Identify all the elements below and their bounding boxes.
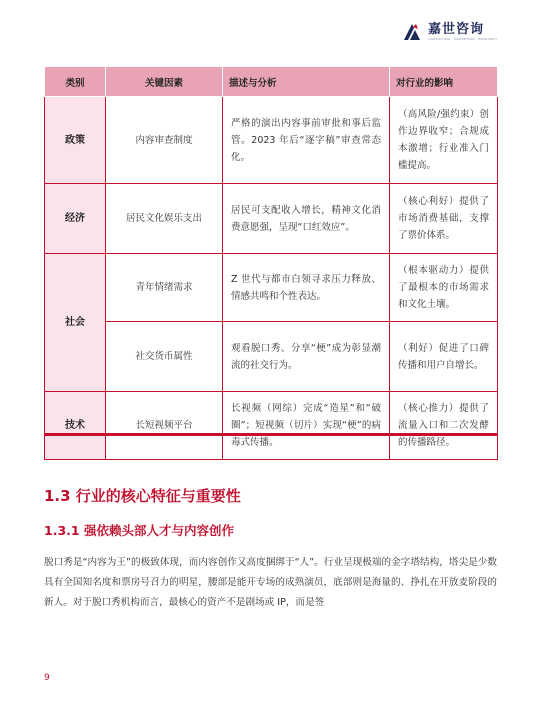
body-paragraph: 脱口秀是“内容为王”的极致体现，而内容创作又高度捆绑于“人”。行业呈现极端的金字塔结构，塔尖是少数具有全国知名度和票房号召力的明星，腰部是能开专场的成熟演员，底部则是海量的、挣扎在开放麦阶段的新人。对于脱口秀机构而言，最核心的资产不是剧场或 IP，而是签 <box>44 557 497 608</box>
table-header-row <box>45 67 498 97</box>
category-society: 社会 <box>45 254 106 392</box>
description-cell: Z 世代与都市白领寻求压力释放、情感共鸣和个性表达。 <box>223 254 390 322</box>
table-row <box>45 322 498 392</box>
brand-name: 嘉世咨询 <box>428 22 485 37</box>
impact-cell: （利好）促进了口碑传播和用户自增长。 <box>390 322 498 392</box>
impact-cell: （核心利好）提供了市场消费基础，支撑了票价体系。 <box>390 184 498 254</box>
page-number: 9 <box>44 673 50 683</box>
category-policy: 政策 <box>45 97 106 184</box>
subsection-heading: 1.3.1 强依赖头部人才与内容创作 <box>44 523 234 538</box>
description-cell: 长视频（网综）完成“造星”和“破圈”；短视频（切片）实现“梗”的病毒式传播。 <box>223 392 390 460</box>
brand-logo-icon <box>401 21 423 43</box>
impact-cell: （核心推力）提供了流量入口和二次发酵的传播路径。 <box>390 392 498 460</box>
description-cell: 观看脱口秀、分享“梗”成为彰显潮流的社交行为。 <box>223 322 390 392</box>
factor-cell: 长短视频平台 <box>106 392 223 460</box>
factor-table <box>44 66 497 448</box>
brand-tagline: CONSULTING · MARKETING · RESEARCH <box>428 37 497 41</box>
description-cell: 严格的演出内容事前审批和事后监管。2023 年后“逐字稿”审查常态化。 <box>223 97 390 184</box>
factor-cell: 社交货币属性 <box>106 322 223 392</box>
table-row <box>45 184 498 254</box>
brand-header <box>401 18 497 46</box>
category-economy: 经济 <box>45 184 106 254</box>
header-impact: 对行业的影响 <box>390 67 498 97</box>
section-heading: 1.3 行业的核心特征与重要性 <box>44 487 241 505</box>
factor-cell: 青年情绪需求 <box>106 254 223 322</box>
table-row <box>45 254 498 322</box>
table-row <box>45 392 498 460</box>
impact-cell: （根本驱动力）提供了最根本的市场需求和文化土壤。 <box>390 254 498 322</box>
header-factor: 关键因素 <box>106 67 223 97</box>
factor-cell: 居民文化娱乐支出 <box>106 184 223 254</box>
header-description: 描述与分析 <box>223 67 390 97</box>
factor-cell: 内容审查制度 <box>106 97 223 184</box>
impact-cell: （高风险/强约束）创作边界收窄；合规成本激增；行业准入门槛提高。 <box>390 97 498 184</box>
category-tech: 技术 <box>45 392 106 460</box>
header-category: 类别 <box>45 67 106 97</box>
table-bottom-divider <box>44 433 497 436</box>
table-row <box>45 97 498 184</box>
description-cell: 居民可支配收入增长，精神文化消费意愿强，呈现“口红效应”。 <box>223 184 390 254</box>
